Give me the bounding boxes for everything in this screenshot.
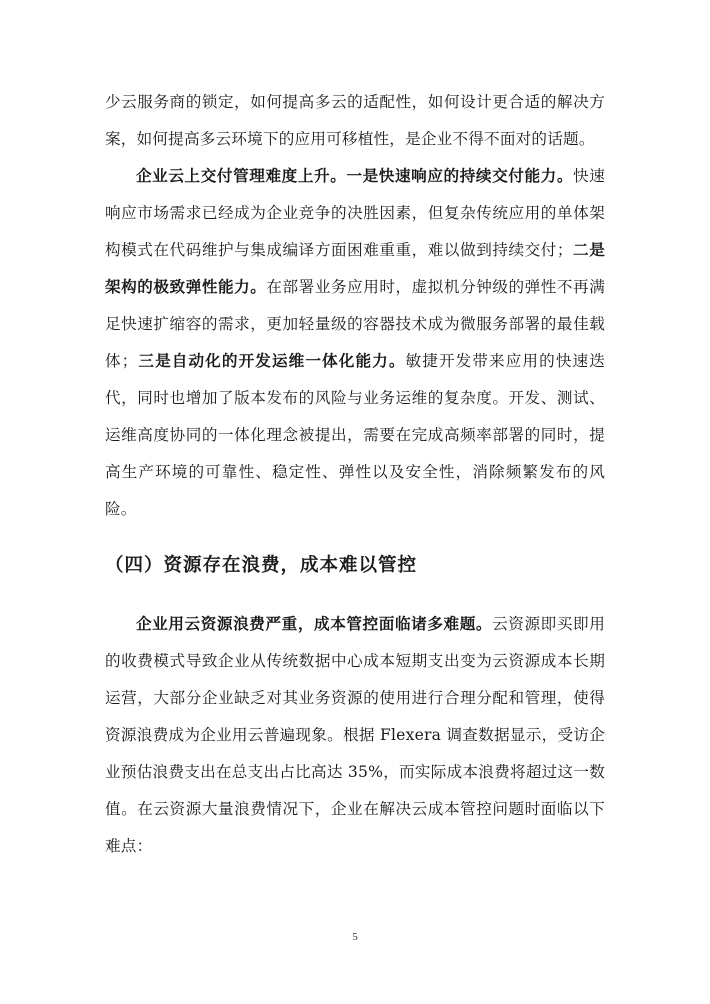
- section-heading: （四）资源存在浪费，成本难以管控: [105, 555, 418, 576]
- paragraph-bold-devops: 三是自动化的开发运维一体化能力。: [137, 352, 406, 370]
- paragraph-delivery-management: [105, 158, 605, 528]
- paragraph-resource-waste: [105, 606, 605, 865]
- paragraph-multicloud-lockin: 少云服务商的锁定，如何提高多云的适配性，如何设计更合适的解决方案，如何提高多云环境下的应用可移植性，是企业不得不面对的话题。: [105, 93, 605, 148]
- paragraph-text-elasticity: 在部署业务应用时，虚拟机分钟级的弹性不再满足快速扩缩容的需求，更加轻量级的容器技术成为微服务部署的最佳载体；: [105, 278, 605, 370]
- paragraph-text-continuous-delivery: 快速响应市场需求已经成为企业竞争的决胜因素，但复杂传统应用的单体架构模式在代码维护与集成编译方面困难重重，难以做到持续交付；: [105, 167, 605, 259]
- page-number: 5: [352, 931, 358, 943]
- paragraph-lead-delivery: 企业云上交付管理难度上升。一是快速响应的持续交付能力。: [136, 167, 574, 185]
- paragraph-text-devops: 敏捷开发带来应用的快速迭代，同时也增加了版本发布的风险与业务运维的复杂度。开发、测试、运维高度协同的一体化理念被提出，需要在完成高频率部署的同时，提高生产环境的可靠性、稳定性、弹性以及安全性，消除频繁发布的风险。: [105, 352, 605, 518]
- paragraph-text-resource-waste: 云资源即买即用的收费模式导致企业从传统数据中心成本短期支出变为云资源成本长期运营，大部分企业缺乏对其业务资源的使用进行合理分配和管理，使得资源浪费成为企业用云普遍现象。根据 Flexera 调查数据显示，受访企业预估浪费支出在总支出占比高达 35%，而实际成本浪费将超过这一数值。在云资源大量浪费情况下，企业在解决云成本管控问题时面临以下难点：: [105, 615, 606, 855]
- paragraph-bold-elasticity: 二是架构的极致弹性能力。: [105, 241, 605, 296]
- page-content: [105, 84, 605, 865]
- paragraph-lead-resource-waste: 企业用云资源浪费严重，成本管控面临诸多难题。: [136, 615, 493, 633]
